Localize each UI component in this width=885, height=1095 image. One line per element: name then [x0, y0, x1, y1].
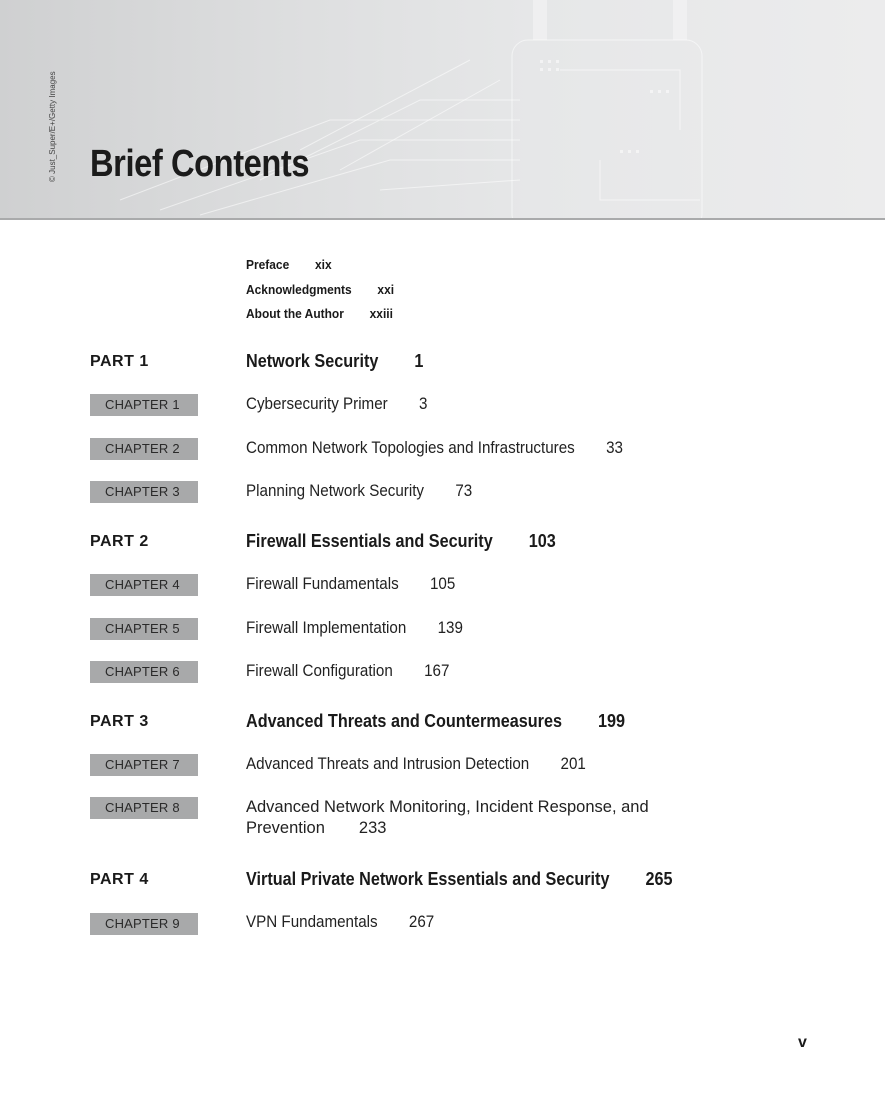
chapter-badge: CHAPTER 5 [90, 618, 198, 640]
toc-part-4[interactable] [246, 869, 673, 890]
chapter-title: VPN Fundamentals [246, 913, 378, 931]
chapter-badge: CHAPTER 8 [90, 797, 198, 819]
chapter-title: Cybersecurity Primer [246, 395, 388, 413]
chapter-badge: CHAPTER 1 [90, 394, 198, 416]
front-label: Acknowledgments [246, 282, 352, 297]
toc-chapter-3[interactable] [246, 481, 472, 502]
part-page: 199 [597, 711, 626, 731]
chapter-badge: CHAPTER 6 [90, 661, 198, 683]
toc-chapter-6[interactable] [246, 661, 449, 682]
part-title: Firewall Essentials and Security [246, 531, 493, 551]
front-label: About the Author [246, 306, 344, 321]
toc-part-2[interactable] [246, 531, 556, 552]
chapter-page: 73 [455, 482, 473, 500]
image-credit: © Just_Super/E+/Getty Images [48, 71, 57, 182]
part-page: 265 [645, 869, 673, 889]
chapter-badge: CHAPTER 3 [90, 481, 198, 503]
part-title: Network Security [246, 351, 379, 371]
chapter-badge: CHAPTER 2 [90, 438, 198, 460]
part-title: Virtual Private Network Essentials and Security [246, 869, 610, 889]
toc-chapter-2[interactable] [246, 438, 623, 459]
part-label: PART 4 [90, 871, 149, 888]
part-page: 1 [414, 351, 424, 371]
chapter-title: Firewall Fundamentals [246, 575, 399, 593]
part-label: PART 3 [90, 713, 149, 730]
chapter-page: 201 [560, 755, 586, 773]
toc-part-3[interactable] [246, 711, 625, 732]
front-page: xix [314, 257, 332, 272]
front-page: xxi [377, 282, 395, 297]
chapter-badge: CHAPTER 9 [90, 913, 198, 935]
chapter-title: Common Network Topologies and Infrastructures [246, 439, 575, 457]
page-title: Brief Contents [90, 143, 310, 185]
part-label: PART 1 [90, 353, 149, 370]
chapter-title: Firewall Configuration [246, 662, 393, 680]
part-label: PART 2 [90, 533, 149, 550]
toc-front-about-author[interactable] [246, 306, 393, 321]
toc-front-preface[interactable] [246, 257, 332, 272]
front-label: Preface [246, 257, 290, 272]
chapter-page: 139 [437, 619, 463, 637]
front-page: xxiii [369, 306, 393, 321]
chapter-page: 267 [408, 913, 435, 931]
chapter-page: 33 [606, 439, 623, 457]
part-page: 103 [528, 531, 556, 551]
toc-front-acknowledgments[interactable] [246, 282, 394, 297]
toc-part-1[interactable] [246, 351, 423, 372]
part-title: Advanced Threats and Countermeasures [246, 711, 562, 731]
chapter-title: Advanced Threats and Intrusion Detection [246, 755, 530, 773]
page-folio: v [798, 1034, 807, 1051]
toc-chapter-9[interactable] [246, 912, 434, 933]
chapter-badge: CHAPTER 4 [90, 574, 198, 596]
chapter-page: 105 [429, 575, 456, 593]
chapter-title: Advanced Network Monitoring, Incident Response, and Prevention [246, 798, 649, 837]
toc-chapter-8[interactable] [246, 797, 666, 839]
toc-chapter-4[interactable] [246, 574, 455, 595]
chapter-page: 167 [424, 662, 450, 680]
toc-chapter-5[interactable] [246, 618, 463, 639]
chapter-badge: CHAPTER 7 [90, 754, 198, 776]
toc-chapter-1[interactable] [246, 394, 427, 415]
chapter-page: 233 [358, 819, 387, 837]
toc-chapter-7[interactable] [246, 754, 586, 775]
header-banner [0, 0, 885, 220]
chapter-title: Firewall Implementation [246, 619, 407, 637]
chapter-title: Planning Network Security [246, 482, 425, 500]
chapter-page: 3 [418, 395, 428, 413]
